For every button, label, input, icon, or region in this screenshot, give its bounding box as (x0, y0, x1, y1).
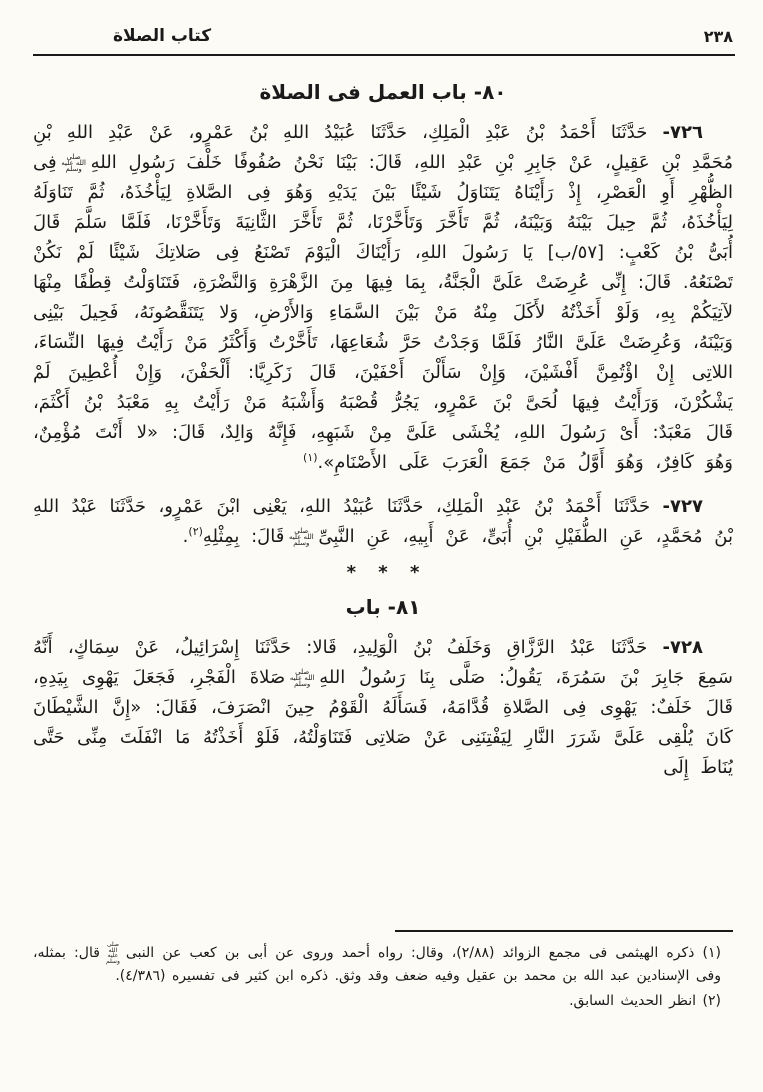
hadith-726-isnad: حَدَّثَنَا أَحْمَدُ بْنُ عَبْدِ الْمَلِكِ، حَدَّثَنَا عُبَيْدُ اللهِ بْنُ عَمْرٍو، عَنْ عَبْدِ اللهِ بْنِ مُحَمَّدِ بْنِ عَقِيلٍ، عَنْ جَابِرِ بْنِ عَبْدِ اللهِ، قَالَ: بَيْنَا نَحْنُ صُفُوفًا خَلْفَ رَسُولِ اللهِ (33, 122, 733, 173)
pbuh-icon: صلى الله عليه وسلم (61, 153, 86, 173)
pbuh-icon: صلى الله عليه وسلم (289, 668, 315, 688)
footnotes-section (33, 930, 733, 1015)
footnote-ref-1: (١) (303, 451, 318, 464)
footnote-ref-2: (٢) (188, 525, 203, 538)
hadith-728-matn: صَلاةَ الْفَجْرِ، فَجَعَلَ يَهْوِى بِيَدِهِ، قَالَ خَلَفٌ: يَهْوِى فِى الصَّلاةِ قُدَّامَهُ، فَسَأَلَهُ الْقَوْمُ حِينَ انْصَرَفَ، فَقَالَ: «إِنَّ الشَّيْطَانَ كَانَ يُلْقِى عَلَىَّ شَرَرَ النَّارِ لِيَفْتِنَنِى عَنْ صَلاتِى فَتَنَاوَلْتُهُ، فَلَوْ أَخَذْتُهُ مَا انْفَلَتَ مِنِّى حَتَّى يُنَاطَ إِلَى (33, 667, 733, 778)
hadith-728-isnad: حَدَّثَنَا عَبْدُ الرَّزَّاقِ وَخَلَفُ بْنُ الْوَلِيدِ، قَالا: حَدَّثَنَا إِسْرَائِيلُ، عَنْ سِمَاكٍ، أَنَّهُ سَمِعَ جَابِرَ بْنَ سَمُرَةَ، يَقُولُ: صَلَّى بِنَا رَسُولُ اللهِ (33, 637, 733, 688)
footnote-1-text-b: قال: بمثله، وفى الإسنادين عبد الله بن محمد بن عقيل وفيه ضعف وقد وثق. ذكره ابن كثير فى تفسيره (٤/٣٨٦). (33, 945, 721, 984)
hadith-727-matn: قَالَ: بِمِثْلِهِ (202, 526, 285, 547)
pbuh-icon: صلى الله عليه وسلم (105, 941, 120, 965)
page-number: ٢٣٨ (703, 27, 733, 46)
hadith-727 (33, 492, 733, 552)
hadith-728 (33, 633, 733, 783)
page-header (33, 0, 735, 56)
hadith-726-matn: فِى الظُّهْرِ أَوِ الْعَصْرِ، إِذْ رَأَيْنَاهُ يَتَنَاوَلُ شَيْئًا بَيْنَ يَدَيْهِ وَهُوَ فِى الصَّلاةِ لِيَأْخُذَهُ، ثُمَّ تَنَاوَلَهُ لِيَأْخُذَهُ، ثُمَّ حِيلَ بَيْنَهُ وَبَيْنَهُ، ثُمَّ تَأَخَّرَ وَتَأَخَّرْنَا، ثُمَّ تَأَخَّرَ الثَّانِيَةَ وَتَأَخَّرْنَا، فَلَمَّا سَلَّمَ قَالَ أُبَىُّ بْنُ كَعْبٍ: [٥٧/ب] يَا رَسُولَ اللهِ، رَأَيْنَاكَ الْيَوْمَ تَصْنَعُ فِى صَلاتِكَ شَيْئًا لَمْ نَكُنْ تَصْنَعُهُ. قَالَ: إِنِّى عُرِضَتْ عَلَىَّ الْجَنَّةُ، بِمَا فِيهَا مِنَ الزَّهْرَةِ وَالنَّضْرَةِ، فَتَنَاوَلْتُ قِطْفًا مِنْهَا لآتِيَكُمْ بِهِ، وَلَوْ أَخَذْتُهُ لأَكَلَ مِنْهُ مَنْ بَيْنَ السَّمَاءِ وَالأَرْضِ، وَلا يَتَنَقَّصُونَهُ، فَحِيلَ بَيْنِى وَبَيْنَهُ، وَعُرِضَتْ عَلَىَّ النَّارُ فَلَمَّا وَجَدْتُ حَرَّ شُعَاعِهَا، تَأَخَّرْتُ وَأَكْثَرُ مَنْ رَأَيْتُ فِيهَا النِّسَاءَ، اللاتِى إِنْ اؤْتُمِنَّ أَفْشَيْنَ، وَإِنْ سَأَلْنَ أَحْفَيْنَ، قَالَ زَكَرِيَّا: أَلْحَفْنَ، وَإِنْ أُعْطِينَ لَمْ يَشْكُرْنَ، وَرَأَيْتُ فِيهَا لُحَىَّ بْنَ عَمْرٍو، يَجُرُّ قُصْبَهُ وَأَشْبَهُ مَنْ رَأَيْتُ بِهِ مَعْبَدُ بْنُ أَكْثَمَ، قَالَ مَعْبَدٌ: أَىْ رَسُولَ اللهِ، يُخْشَى عَلَىَّ مِنْ شَبَهِهِ، فَإِنَّهُ وَالِدٌ، قَالَ: «لا أَنْتَ مُؤْمِنٌ، وَهُوَ كَافِرٌ، وَهُوَ أَوَّلُ مَنْ جَمَعَ الْعَرَبَ عَلَى الأَصْنَامِ». (33, 152, 733, 473)
pbuh-icon: صلى الله عليه وسلم (288, 527, 314, 547)
hadith-728-number: ٧٢٨- (662, 637, 703, 658)
hadith-727-number: ٧٢٧- (662, 496, 703, 517)
page-body (33, 64, 733, 928)
hadith-726 (33, 118, 733, 478)
hadith-727-isnad: حَدَّثَنَا أَحْمَدُ بْنُ عَبْدِ الْمَلِكِ، حَدَّثَنَا عُبَيْدُ اللهِ، يَعْنِى ابْنَ عَمْرٍو، حَدَّثَنَا عَبْدُ اللهِ بْنُ مُحَمَّدٍ، عَنِ الطُّفَيْلِ بْنِ أُبَىٍّ، عَنْ أَبِيهِ، عَنِ النَّبِىِّ (33, 496, 733, 547)
chapter-80-heading: ٨٠- باب العمل فى الصلاة (259, 80, 507, 104)
hadith-727-tail: . (182, 526, 189, 547)
footnote-divider (395, 930, 733, 932)
footnote-1-text-a: (١) ذكره الهيثمى فى مجمع الزوائد (٢/٨٨)، وقال: رواه أحمد وروى عن أبى بن كعب عن النبى (125, 945, 721, 961)
section-separator-stars: * * * (346, 562, 420, 583)
running-head-book-title: كتاب الصلاة (113, 26, 212, 46)
footnote-1 (33, 942, 733, 988)
footnote-2: (٢) انظر الحديث السابق. (569, 993, 721, 1009)
chapter-81-heading: ٨١- باب (345, 595, 421, 619)
hadith-726-number: ٧٢٦- (662, 122, 703, 143)
